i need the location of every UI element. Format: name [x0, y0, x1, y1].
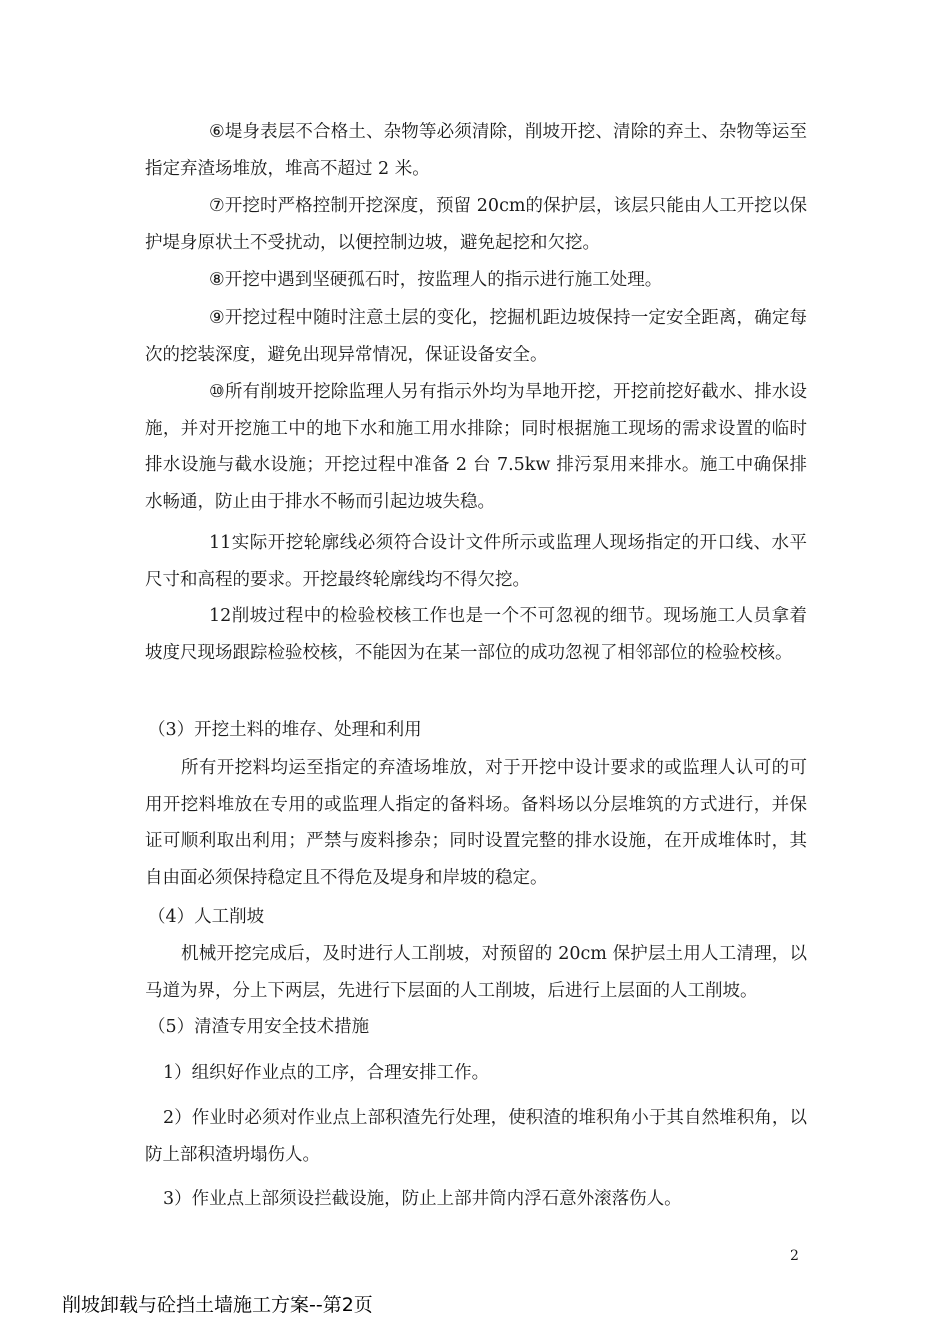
item-10: [145, 374, 807, 520]
section-3-text: 所有开挖料均运至指定的弃渣场堆放，对于开挖中设计要求的或监理人认可的可用开挖料堆放在专用的或监理人指定的备料场。备料场以分层堆筑的方式进行，并保证可顺利取出利用；严禁与废料掺杂；同时设置完整的排水设施，在开成堆体时，其自由面必须保持稳定且不得危及堤身和岸坡的稳定。: [145, 758, 807, 888]
step-3: 3）作业点上部须设拦截设施，防止上部井筒内浮石意外滚落伤人。: [163, 1189, 682, 1209]
item-text: 所有削坡开挖除监理人另有指示外均为旱地开挖，开挖前挖好截水、排水设施，并对开挖施工中的地下水和施工用水排除；同时根据施工现场的需求设置的临时排水设施与截水设施；开挖过程中准备 2 台 7.5kw 排污泵用来排水。施工中确保排水畅通，防止由于排水不畅而引起边坡失稳。: [145, 382, 807, 512]
section-3-heading: （3）开挖土料的堆存、处理和利用: [148, 720, 422, 740]
item-marker: ⑧: [209, 270, 225, 290]
item-text: 开挖中遇到坚硬孤石时，按监理人的指示进行施工处理。: [224, 270, 663, 290]
page-number: 2: [790, 1248, 799, 1264]
section-5-heading: （5）清渣专用安全技术措施: [148, 1017, 370, 1037]
item-7: [145, 188, 807, 261]
item-marker: ⑦: [209, 196, 225, 216]
section-4-text: 机械开挖完成后，及时进行人工削坡，对预留的 20cm 保护层土用人工清理，以马道为界，分上下两层，先进行下层面的人工削坡，后进行上层面的人工削坡。: [145, 944, 807, 1001]
item-marker: ⑩: [209, 382, 225, 402]
footer-title: 削坡卸载与砼挡土墙施工方案--第2页: [62, 1294, 373, 1316]
item-text: 实际开挖轮廓线必须符合设计文件所示或监理人现场指定的开口线、水平尺寸和高程的要求。开挖最终轮廓线均不得欠挖。: [145, 533, 807, 590]
item-9: [145, 300, 807, 373]
item-marker: ⑨: [209, 308, 225, 328]
item-text: 开挖过程中随时注意土层的变化，挖掘机距边坡保持一定安全距离，确定每次的挖装深度，避免出现异常情况，保证设备安全。: [145, 308, 807, 365]
item-marker: ⑥: [209, 122, 225, 142]
item-text: 削坡过程中的检验校核工作也是一个不可忽视的细节。现场施工人员拿着坡度尺现场跟踪检验校核，不能因为在某一部位的成功忽视了相邻部位的检验校核。: [145, 606, 807, 663]
step-1: 1）组织好作业点的工序，合理安排工作。: [163, 1063, 490, 1083]
item-12: [145, 598, 807, 671]
step-2: 2）作业时必须对作业点上部积渣先行处理，使积渣的堆积角小于其自然堆积角，以防上部积渣坍塌伤人。: [145, 1108, 807, 1165]
item-11: [145, 525, 807, 598]
item-text: 堤身表层不合格土、杂物等必须清除，削坡开挖、清除的弃土、杂物等运至指定弃渣场堆放，堆高不超过 2 米。: [145, 122, 807, 179]
item-marker: 11: [209, 533, 232, 553]
item-marker: 12: [209, 606, 232, 626]
item-8: [145, 262, 807, 299]
item-6: [145, 114, 807, 187]
section-4-heading: （4）人工削坡: [148, 907, 265, 927]
item-text: 开挖时严格控制开挖深度，预留 20cm的保护层，该层只能由人工开挖以保护堤身原状土不受扰动，以便控制边坡，避免起挖和欠挖。: [145, 196, 807, 253]
